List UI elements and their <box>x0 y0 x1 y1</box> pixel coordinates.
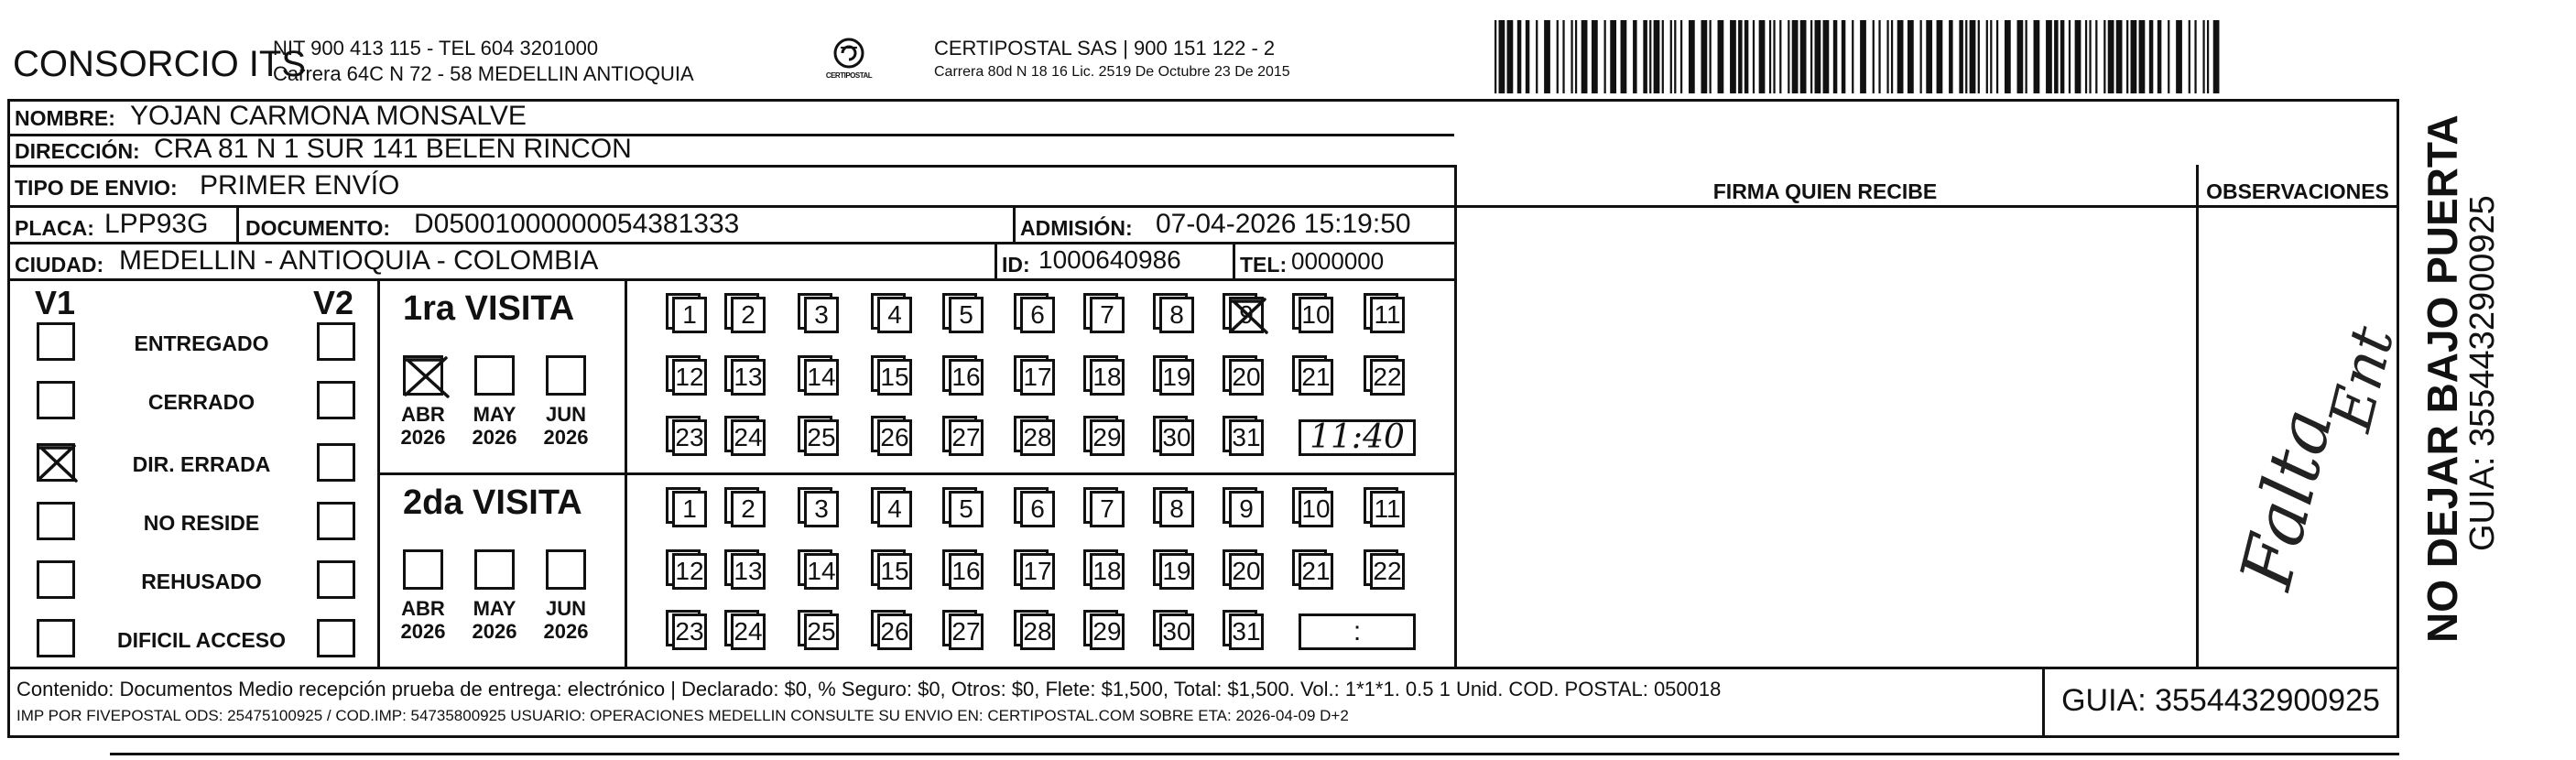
day-number: 11 <box>1370 297 1405 333</box>
barcode-bar <box>2060 20 2065 93</box>
month-name: JUN <box>545 403 586 426</box>
barcode-bar <box>1996 20 1998 93</box>
month-name: ABR <box>401 597 445 620</box>
day-number: 12 <box>672 553 707 590</box>
barcode-bar <box>1860 20 1866 93</box>
nombre-value: YOJAN CARMONA MONSALVE <box>130 101 527 131</box>
barcode-bar <box>1730 20 1736 93</box>
day-number: 31 <box>1229 419 1264 456</box>
barcode-bar <box>1621 20 1627 93</box>
v1-checkbox[interactable] <box>37 502 75 540</box>
day-number: 23 <box>672 419 707 456</box>
month-checkbox[interactable] <box>546 355 586 396</box>
day-number: 29 <box>1090 419 1125 456</box>
barcode-bar <box>1662 20 1664 93</box>
day-number: 27 <box>949 419 984 456</box>
barcode-bar <box>1536 20 1538 93</box>
barcode-bar <box>1526 20 1530 93</box>
barcode-bar <box>1908 20 1914 93</box>
day-number: 13 <box>731 553 766 590</box>
barcode-bar <box>1643 20 1647 93</box>
day-number: 2 <box>731 491 766 527</box>
tel-label: TEL: <box>1240 253 1288 277</box>
day-number: 18 <box>1090 359 1125 396</box>
day-number: 9 <box>1229 297 1264 333</box>
barcode-bar <box>1710 20 1712 93</box>
day-number: 4 <box>877 297 912 333</box>
observaciones-header: OBSERVACIONES <box>2206 179 2389 203</box>
barcode-bar <box>1959 20 1963 93</box>
barcode-bar <box>2085 20 2087 93</box>
barcode-bar <box>2168 20 2169 93</box>
company-nit: NIT 900 413 115 - TEL 604 3201000 <box>273 37 599 60</box>
v2-checkbox[interactable] <box>317 619 355 657</box>
direccion-value: CRA 81 N 1 SUR 141 BELEN RINCON <box>154 134 632 164</box>
status-label: DIR. ERRADA <box>132 452 271 476</box>
month-label <box>396 403 451 449</box>
tipo-envio-value: PRIMER ENVÍO <box>200 170 400 201</box>
month-name: ABR <box>401 403 445 426</box>
month-checkbox[interactable] <box>403 355 443 396</box>
company-address: Carrera 64C N 72 - 58 MEDELLIN ANTIOQUIA <box>273 62 694 85</box>
barcode-bar <box>1970 20 1976 93</box>
barcode-bar <box>2026 20 2027 93</box>
month-year: 2026 <box>472 426 517 449</box>
placa-value: LPP93G <box>104 209 209 239</box>
v2-checkbox[interactable] <box>317 502 355 540</box>
barcode-bar <box>1886 20 1888 93</box>
day-number: 11 <box>1370 491 1405 527</box>
v2-checkbox[interactable] <box>317 560 355 599</box>
day-number: 22 <box>1370 553 1405 590</box>
barcode-bar <box>2046 20 2052 93</box>
v2-checkbox[interactable] <box>317 381 355 419</box>
barcode-bar <box>1610 20 1616 93</box>
firma-header: FIRMA QUIEN RECIBE <box>1712 179 1938 203</box>
day-number: 20 <box>1229 359 1264 396</box>
day-number: 26 <box>877 613 912 650</box>
barcode-bar <box>1800 20 1807 93</box>
barcode-bar <box>2207 20 2209 93</box>
day-number: 25 <box>804 419 839 456</box>
v1-checkbox[interactable] <box>37 322 75 361</box>
month-year: 2026 <box>543 426 589 449</box>
handwritten-x-mark <box>36 440 80 484</box>
day-number: 24 <box>731 613 766 650</box>
v1-checkbox[interactable] <box>37 443 75 482</box>
ciudad-value: MEDELLIN - ANTIOQUIA - COLOMBIA <box>119 245 599 276</box>
day-number: 30 <box>1159 613 1194 650</box>
footer-contenido: Contenido: Documentos Medio recepción prueba de entrega: electrónico | Declarado: $0, % Seguro: $0, Otros: $0, Flete: $1,500, Total: $1,500. Vol.: 1*1*1. 0.5 1 Unid. COD. POSTAL: 050018 <box>16 678 1722 700</box>
v1-checkbox[interactable] <box>37 619 75 657</box>
barcode-bar <box>1815 20 1821 93</box>
month-checkbox[interactable] <box>474 355 515 396</box>
footer-guia: GUIA: 3554432900925 <box>2061 683 2380 718</box>
day-number: 7 <box>1090 297 1125 333</box>
barcode-bar <box>1986 20 1988 93</box>
day-number: 24 <box>731 419 766 456</box>
barcode-bar <box>2194 20 2196 93</box>
barcode-bar <box>2126 20 2128 93</box>
barcode-bar <box>1689 20 1695 93</box>
courier-license: Carrera 80d N 18 16 Lic. 2519 De Octubre 23 De 2015 <box>934 64 1290 80</box>
day-number: 16 <box>949 553 984 590</box>
month-name: JUN <box>545 597 586 620</box>
day-number: 21 <box>1299 553 1333 590</box>
day-number: 10 <box>1299 491 1333 527</box>
day-number: 21 <box>1299 359 1333 396</box>
status-label: REHUSADO <box>141 570 262 593</box>
tipo-envio-label: TIPO DE ENVIO: <box>15 176 178 200</box>
barcode-bar <box>2103 20 2105 93</box>
day-number: 26 <box>877 419 912 456</box>
day-number: 15 <box>877 359 912 396</box>
barcode-bar <box>2108 20 2114 93</box>
day-number: 14 <box>804 359 839 396</box>
day-number: 27 <box>949 613 984 650</box>
day-number: 19 <box>1159 359 1194 396</box>
barcode-bar <box>1823 20 1830 93</box>
barcode-bar <box>1499 20 1505 93</box>
day-number: 2 <box>731 297 766 333</box>
barcode-bar <box>2017 20 2024 93</box>
barcode-bar <box>1842 20 1846 93</box>
barcode-bar <box>1507 20 1514 93</box>
barcode-bar <box>2075 20 2081 93</box>
barcode-bar <box>2005 20 2011 93</box>
day-number: 28 <box>1020 419 1055 456</box>
day-number: 14 <box>804 553 839 590</box>
barcode-bar <box>1604 20 1606 93</box>
visit-time[interactable]: 11:40 <box>1299 419 1416 456</box>
barcode-bar <box>2089 20 2091 93</box>
status-label: NO RESIDE <box>143 511 260 535</box>
month-name: MAY <box>473 403 516 426</box>
day-number: 18 <box>1090 553 1125 590</box>
day-number: 1 <box>672 297 707 333</box>
barcode-bar <box>2116 20 2123 93</box>
day-number: 22 <box>1370 359 1405 396</box>
barcode-bar <box>1779 20 1781 93</box>
day-number: 29 <box>1090 613 1125 650</box>
day-number: 6 <box>1020 491 1055 527</box>
company-name: CONSORCIO ITS <box>13 44 307 84</box>
barcode-bar <box>2054 20 2059 93</box>
month-label <box>396 597 451 643</box>
barcode-bar <box>1575 20 1577 93</box>
barcode-bar <box>1718 20 1724 93</box>
month-year: 2026 <box>400 426 446 449</box>
nombre-label: NOMBRE: <box>15 106 115 130</box>
month-label <box>538 403 593 449</box>
documento-value: D05001000000054381333 <box>414 209 740 239</box>
visit-time[interactable]: : <box>1299 613 1416 650</box>
visit-1-title: 1ra VISITA <box>403 289 575 328</box>
barcode-bar <box>1920 20 1922 93</box>
day-number: 13 <box>731 359 766 396</box>
month-checkbox[interactable] <box>403 549 443 590</box>
barcode-bar <box>1544 20 1550 93</box>
direccion-label: DIRECCIÓN: <box>15 139 140 163</box>
status-label: DIFICIL ACCESO <box>116 628 286 652</box>
barcode-bar <box>1852 20 1853 93</box>
barcode-bar <box>2034 20 2040 93</box>
v2-checkbox[interactable] <box>317 443 355 482</box>
admision-value: 07-04-2026 15:19:50 <box>1156 209 1411 239</box>
barcode-bar <box>1759 20 1766 93</box>
id-value: 1000640986 <box>1038 245 1181 274</box>
day-number: 8 <box>1159 491 1194 527</box>
day-number: 28 <box>1020 613 1055 650</box>
month-year: 2026 <box>400 620 446 643</box>
day-number: 30 <box>1159 419 1194 456</box>
barcode-bar <box>2158 20 2162 93</box>
barcode-bar <box>1769 20 1771 93</box>
handwritten-x-mark <box>402 353 451 400</box>
day-number: 9 <box>1229 491 1264 527</box>
day-number: 8 <box>1159 297 1194 333</box>
barcode-bar <box>1680 20 1682 93</box>
barcode-bar <box>1878 20 1880 93</box>
barcode-bar <box>1654 20 1660 93</box>
barcode-bar <box>1978 20 1980 93</box>
barcode-bar <box>1557 20 1559 93</box>
day-number: 5 <box>949 297 984 333</box>
day-number: 3 <box>804 491 839 527</box>
day-number: 4 <box>877 491 912 527</box>
day-number: 7 <box>1090 491 1125 527</box>
barcode-bar <box>1649 20 1651 93</box>
courier-name: CERTIPOSTAL SAS | 900 151 122 - 2 <box>934 37 1276 60</box>
barcode-bar <box>2131 20 2137 93</box>
day-number: 17 <box>1020 359 1055 396</box>
barcode-bar <box>1753 20 1755 93</box>
day-number: 3 <box>804 297 839 333</box>
barcode-bar <box>2176 20 2182 93</box>
barcode-bar <box>1562 20 1564 93</box>
barcode-bar <box>1810 20 1812 93</box>
day-number: 20 <box>1229 553 1264 590</box>
ciudad-label: CIUDAD: <box>15 253 104 277</box>
barcode-bar <box>2149 20 2154 93</box>
status-label: ENTREGADO <box>134 331 269 355</box>
admision-label: ADMISIÓN: <box>1020 216 1133 240</box>
id-label: ID: <box>1002 253 1030 277</box>
side-guia: GUIA: 3554432900925 <box>2463 195 2502 551</box>
handwritten-x-mark <box>1228 294 1270 336</box>
barcode <box>1495 20 2223 93</box>
month-checkbox[interactable] <box>546 549 586 590</box>
barcode-bar <box>1891 20 1893 93</box>
barcode-bar <box>1670 20 1672 93</box>
day-number: 19 <box>1159 553 1194 590</box>
day-number: 5 <box>949 491 984 527</box>
tel-value: 0000000 <box>1291 247 1385 275</box>
day-number: 12 <box>672 359 707 396</box>
barcode-bar <box>1517 20 1522 93</box>
status-label: CERRADO <box>147 390 255 414</box>
barcode-bar <box>1965 20 1967 93</box>
barcode-bar <box>2202 20 2204 93</box>
certipostal-logo <box>817 37 881 84</box>
barcode-bar <box>1745 20 1749 93</box>
month-name: MAY <box>473 597 516 620</box>
barcode-bar <box>1792 20 1799 93</box>
barcode-bar <box>1833 20 1838 93</box>
barcode-bar <box>1571 20 1572 93</box>
v1-checkbox[interactable] <box>37 560 75 599</box>
barcode-bar <box>1897 20 1904 93</box>
v2-header: V2 <box>313 284 354 321</box>
barcode-bar <box>1949 20 1953 93</box>
day-number: 6 <box>1020 297 1055 333</box>
month-label <box>538 597 593 643</box>
handwritten-note-ent: Ent <box>2317 320 2408 438</box>
barcode-bar <box>1738 20 1743 93</box>
barcode-bar <box>2189 20 2190 93</box>
month-year: 2026 <box>472 620 517 643</box>
day-number: 16 <box>949 359 984 396</box>
barcode-bar <box>2139 20 2146 93</box>
footer-imp: IMP POR FIVEPOSTAL ODS: 25475100925 / COD.IMP: 54735800925 USUARIO: OPERACIONES MEDELLIN CONSULTE SU ENVIO EN: CERTIPOSTAL.COM SOBRE ETA: 2026-04-09 D+2 <box>16 707 1349 724</box>
placa-label: PLACA: <box>15 216 94 240</box>
month-label <box>467 403 522 449</box>
barcode-bar <box>1674 20 1676 93</box>
barcode-bar <box>1701 20 1708 93</box>
barcode-bar <box>1581 20 1588 93</box>
day-number: 23 <box>672 613 707 650</box>
barcode-bar <box>1592 20 1598 93</box>
barcode-bar <box>1495 20 1496 93</box>
v1-checkbox[interactable] <box>37 381 75 419</box>
month-label <box>467 597 522 643</box>
barcode-bar <box>1788 20 1789 93</box>
barcode-bar <box>1926 20 1932 93</box>
barcode-bar <box>1873 20 1875 93</box>
month-checkbox[interactable] <box>474 549 515 590</box>
day-number: 15 <box>877 553 912 590</box>
barcode-bar <box>1937 20 1943 93</box>
barcode-bar <box>2095 20 2097 93</box>
barcode-bar <box>2213 20 2220 93</box>
barcode-bar <box>1990 20 1992 93</box>
documento-label: DOCUMENTO: <box>245 216 391 240</box>
visit-2-title: 2da VISITA <box>403 483 582 522</box>
certipostal-logo-text: CERTIPOSTAL <box>825 71 873 80</box>
day-number: 25 <box>804 613 839 650</box>
day-number: 17 <box>1020 553 1055 590</box>
side-warning: NO DEJAR BAJO PUERTA <box>2418 114 2466 643</box>
handwritten-note-falta: Falta <box>2225 400 2350 597</box>
day-number: 10 <box>1299 297 1333 333</box>
day-number: 1 <box>672 491 707 527</box>
barcode-bar <box>1773 20 1775 93</box>
v1-header: V1 <box>35 284 76 321</box>
day-number: 31 <box>1229 613 1264 650</box>
month-year: 2026 <box>543 620 589 643</box>
barcode-bar <box>2069 20 2071 93</box>
v2-checkbox[interactable] <box>317 322 355 361</box>
barcode-bar <box>1633 20 1637 93</box>
